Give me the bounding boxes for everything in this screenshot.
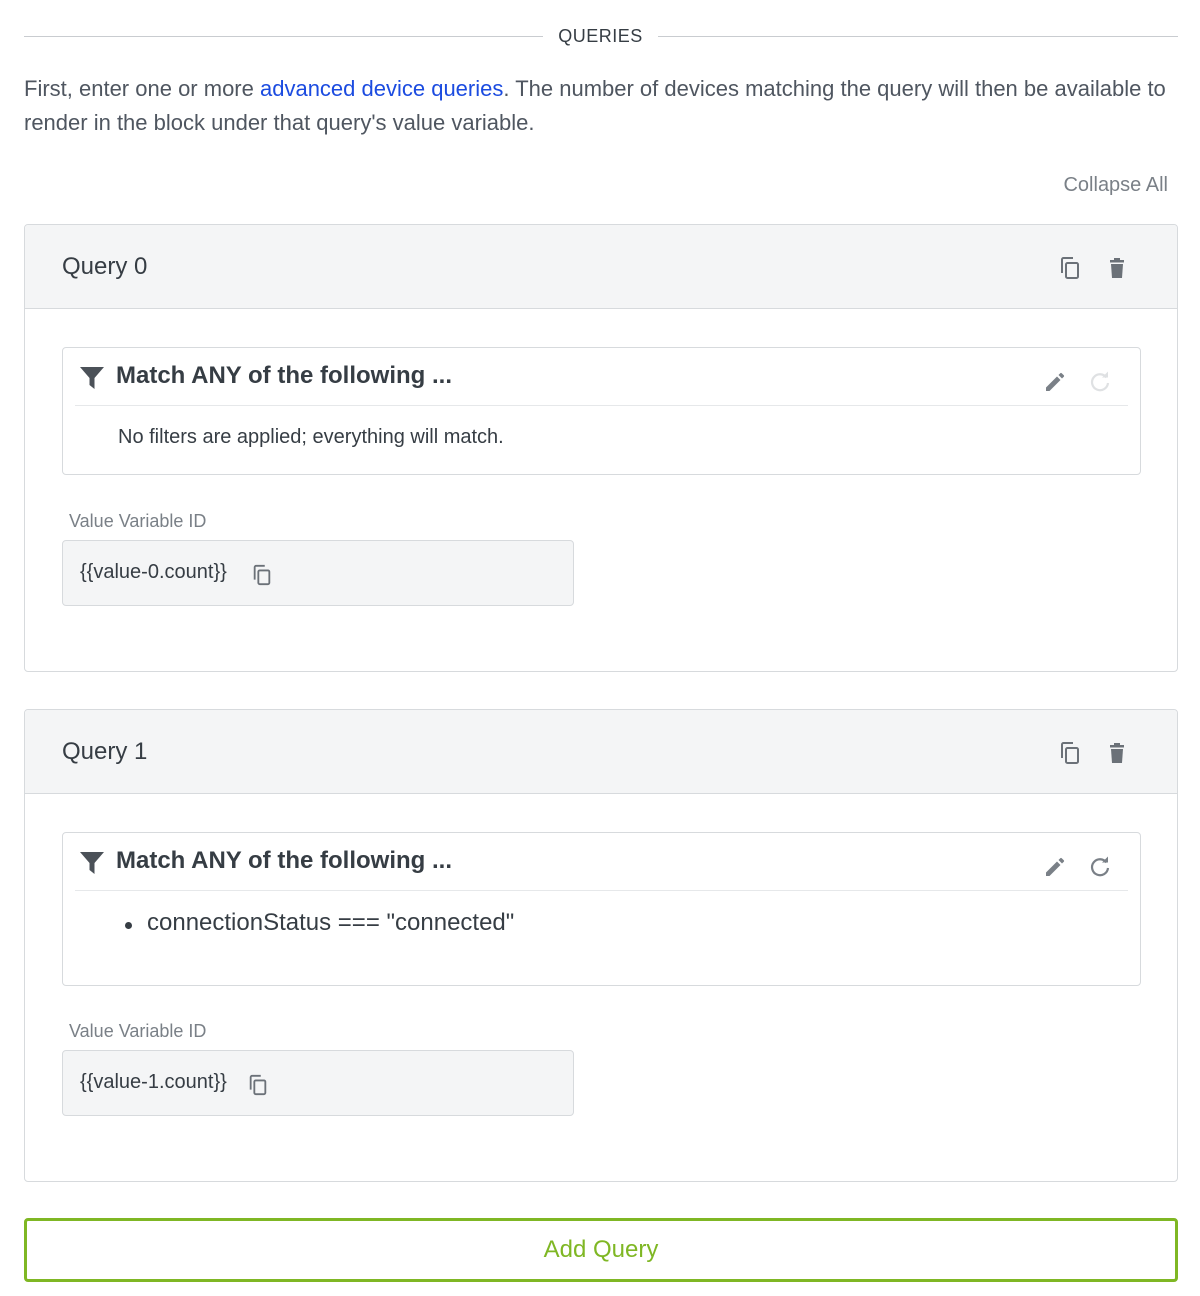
filter-list [147, 909, 514, 937]
filter-box [62, 832, 1141, 986]
refresh-icon [1088, 370, 1112, 394]
filter-title: Match ANY of the following ... [116, 847, 452, 874]
duplicate-icon[interactable] [1058, 741, 1082, 765]
funnel-icon [79, 851, 105, 875]
funnel-icon [79, 366, 105, 390]
copy-icon[interactable] [251, 564, 273, 586]
intro-before: First, enter one or more [24, 76, 260, 101]
refresh-icon[interactable] [1088, 855, 1112, 879]
section-header [24, 26, 1178, 50]
add-query-button[interactable]: Add Query [24, 1218, 1178, 1282]
duplicate-icon[interactable] [1058, 256, 1082, 280]
collapse-all-button[interactable]: Collapse All [1063, 174, 1168, 196]
trash-icon[interactable] [1105, 256, 1129, 280]
value-variable-text: {{value-0.count}} [80, 561, 227, 583]
intro-text [24, 72, 1174, 140]
filter-expression: connectionStatus === "connected" [147, 909, 515, 936]
query-header[interactable] [25, 225, 1177, 309]
query-header[interactable] [25, 710, 1177, 794]
no-filters-message: No filters are applied; everything will match. [118, 426, 504, 448]
query-title: Query 0 [62, 253, 148, 280]
divider-right [658, 36, 1178, 37]
filter-item [147, 909, 514, 937]
value-variable-text: {{value-1.count}} [80, 1071, 227, 1093]
bullet-dot [125, 922, 132, 929]
filter-header [75, 348, 1128, 406]
filter-header [75, 833, 1128, 891]
divider-left [24, 36, 543, 37]
value-variable-label: Value Variable ID [69, 1021, 207, 1041]
pencil-icon[interactable] [1043, 370, 1067, 394]
query-card [24, 224, 1178, 672]
value-variable-label: Value Variable ID [69, 511, 207, 531]
value-variable-field [62, 1050, 574, 1116]
query-card [24, 709, 1178, 1182]
query-title: Query 1 [62, 738, 148, 765]
intro-after: . The number of devices matching the query will then be available to render in the block under that query's value variable. [24, 76, 1166, 135]
section-title: QUERIES [558, 26, 643, 46]
copy-icon[interactable] [247, 1074, 269, 1096]
trash-icon[interactable] [1105, 741, 1129, 765]
advanced-queries-link[interactable]: advanced device queries [259, 76, 504, 101]
value-variable-field [62, 540, 574, 606]
filter-box [62, 347, 1141, 475]
pencil-icon[interactable] [1043, 855, 1067, 879]
filter-title: Match ANY of the following ... [116, 362, 452, 389]
